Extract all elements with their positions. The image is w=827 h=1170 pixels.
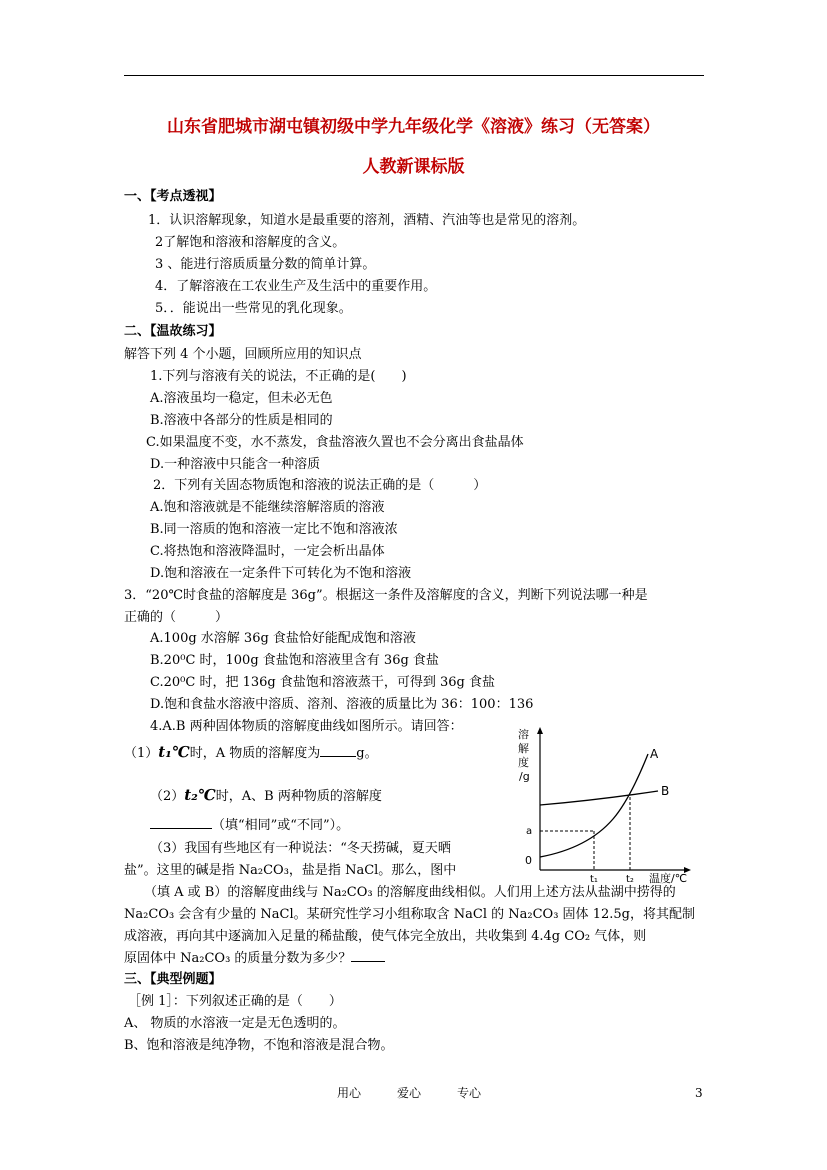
section1-item: 5．．能说出一些常见的乳化现象。 — [155, 301, 352, 316]
q4-part3-line6 — [124, 950, 385, 968]
q4-part3-line3 — [124, 884, 676, 902]
page-title: 山东省肥城市湖屯镇初级中学九年级化学《溶液》练习（无答案） — [167, 117, 660, 137]
question-3-line2: 正确的（ ） — [124, 610, 229, 625]
question-3-line1: 3．“20℃时食盐的溶解度是 36g”。根据这一条件及溶解度的含义，判断下列说法哪一种是 — [124, 588, 648, 603]
section1-item: 1．认识溶解现象，知道水是最重要的溶剂，酒精、汽油等也是常见的溶剂。 — [148, 213, 586, 228]
question-2: 2．下列有关固态物质饱和溶液的说法正确的是（ ） — [153, 478, 487, 493]
series-b-label: B — [661, 784, 670, 798]
y-axis-label: 度 — [518, 756, 529, 769]
section1-item: 4．了解溶液在工农业生产及生活中的重要作用。 — [155, 279, 437, 294]
curve-b — [540, 791, 658, 805]
example-1: ［例 1］：下列叙述正确的是（ ） — [128, 994, 342, 1009]
series-a-label: A — [650, 747, 659, 761]
section2-intro: 解答下列 4 个小题，回顾所应用的知识点 — [124, 347, 362, 362]
q4-part3-answer-blank[interactable] — [351, 961, 385, 962]
solubility-chart — [508, 724, 708, 884]
x-marker-t2: t₂ — [626, 874, 634, 884]
q4-part3-line3-text: （填 A 或 B）的溶解度曲线与 Na₂CO₃ 的溶解度曲线相似。人们用上述方法从盐湖中捞得的 — [144, 885, 676, 900]
q2-option: A.饱和溶液就是不能继续溶解溶质的溶液 — [150, 500, 385, 515]
origin-label: 0 — [525, 854, 532, 867]
y-marker-a: a — [526, 826, 533, 837]
q4-part3-line2: 盐”。这里的碱是指 Na₂CO₃，盐是指 NaCl。那么，图中 — [124, 863, 457, 878]
question-1: 1.下列与溶液有关的说法，不正确的是( ) — [150, 369, 407, 384]
q3-option: A.100g 水溶解 36g 食盐恰好能配成饱和溶液 — [150, 631, 416, 646]
y-axis-label: 解 — [518, 742, 529, 755]
q1-option: C.如果温度不变，水不蒸发，食盐溶液久置也不会分离出食盐晶体 — [146, 435, 524, 450]
section1-item: 2了解饱和溶液和溶解度的含义。 — [155, 235, 346, 250]
q4-part3-line4: Na₂CO₃ 会含有少量的 NaCl。某研究性学习小组称取含 NaCl 的 Na₂CO₃ 固体 12.5g，将其配制 — [124, 907, 695, 922]
q4-part1-unit: g。 — [356, 746, 378, 761]
example-option: B、饱和溶液是纯净物，不饱和溶液是混合物。 — [124, 1038, 394, 1053]
footer-motto: 用心 爱心 专心 — [337, 1086, 482, 1100]
q3-option: C.20⁰C 时，把 136g 食盐饱和溶液蒸干，可得到 36g 食盐 — [150, 675, 495, 690]
q2-option: D.饱和溶液在一定条件下可转化为不饱和溶液 — [150, 566, 412, 581]
q4-part1-temp: t₁℃ — [158, 743, 190, 761]
q4-part2-fill-text: （填“相同”或“不同”）。 — [212, 818, 350, 833]
x-axis-label: 温度/℃ — [649, 872, 688, 884]
q1-option: B.溶液中各部分的性质是相同的 — [150, 413, 333, 428]
q4-part3-line1: （3）我国有些地区有一种说法：“冬天捞碱，夏天晒 — [150, 841, 451, 856]
q4-part3-line6-text: 原固体中 Na₂CO₃ 的质量分数为多少？ — [124, 951, 352, 966]
q4-part2-temp: t₂℃ — [184, 786, 216, 804]
q4-part1-blank[interactable] — [320, 756, 356, 757]
page-number: 3 — [695, 1086, 703, 1100]
q3-option: B.20⁰C 时，100g 食盐饱和溶液里含有 36g 食盐 — [150, 653, 439, 668]
q1-option: D.一种溶液中只能含一种溶质 — [150, 457, 321, 472]
section2-heading: 二、【温故练习】 — [124, 324, 222, 339]
q4-part2-prefix: （2） — [150, 789, 185, 804]
q4-part3-line5: 成溶液，再向其中逐滴加入足量的稀盐酸，使气体完全放出，共收集到 4.4g CO₂ 气体，则 — [124, 929, 647, 944]
section1-heading: 一、【考点透视】 — [124, 189, 222, 204]
q2-option: B.同一溶质的饱和溶液一定比不饱和溶液浓 — [150, 522, 398, 537]
q4-part2 — [150, 786, 382, 806]
q4-part1-text: 时，A 物质的溶解度为 — [189, 746, 321, 761]
q4-part2-text: 时，A、B 两种物质的溶解度 — [215, 789, 382, 804]
q4-part2-blank[interactable] — [150, 828, 212, 829]
x-marker-t1: t₁ — [590, 874, 598, 884]
q3-option: D.饱和食盐水溶液中溶质、溶剂、溶液的质量比为 36：100：136 — [150, 697, 534, 712]
q4-part1 — [124, 743, 378, 763]
q1-option: A.溶液虽均一稳定，但未必无色 — [150, 391, 333, 406]
page-subtitle: 人教新课标版 — [362, 157, 465, 177]
q4-part1-prefix: （1） — [124, 746, 159, 761]
section3-heading: 三、【典型例题】 — [124, 972, 222, 987]
q4-part2-fill — [150, 817, 349, 835]
example-option: A、 物质的水溶液一定是无色透明的。 — [124, 1016, 346, 1031]
y-axis-label: 溶 — [518, 728, 529, 741]
y-axis-arrow — [537, 727, 543, 734]
header-rule — [124, 75, 704, 76]
section1-item: 3 、能进行溶质质量分数的简单计算。 — [155, 257, 376, 272]
q2-option: C.将热饱和溶液降温时，一定会析出晶体 — [150, 544, 385, 559]
question-4: 4.A.B 两种固体物质的溶解度曲线如图所示。请回答： — [150, 719, 463, 734]
y-axis-label: /g — [519, 770, 530, 783]
